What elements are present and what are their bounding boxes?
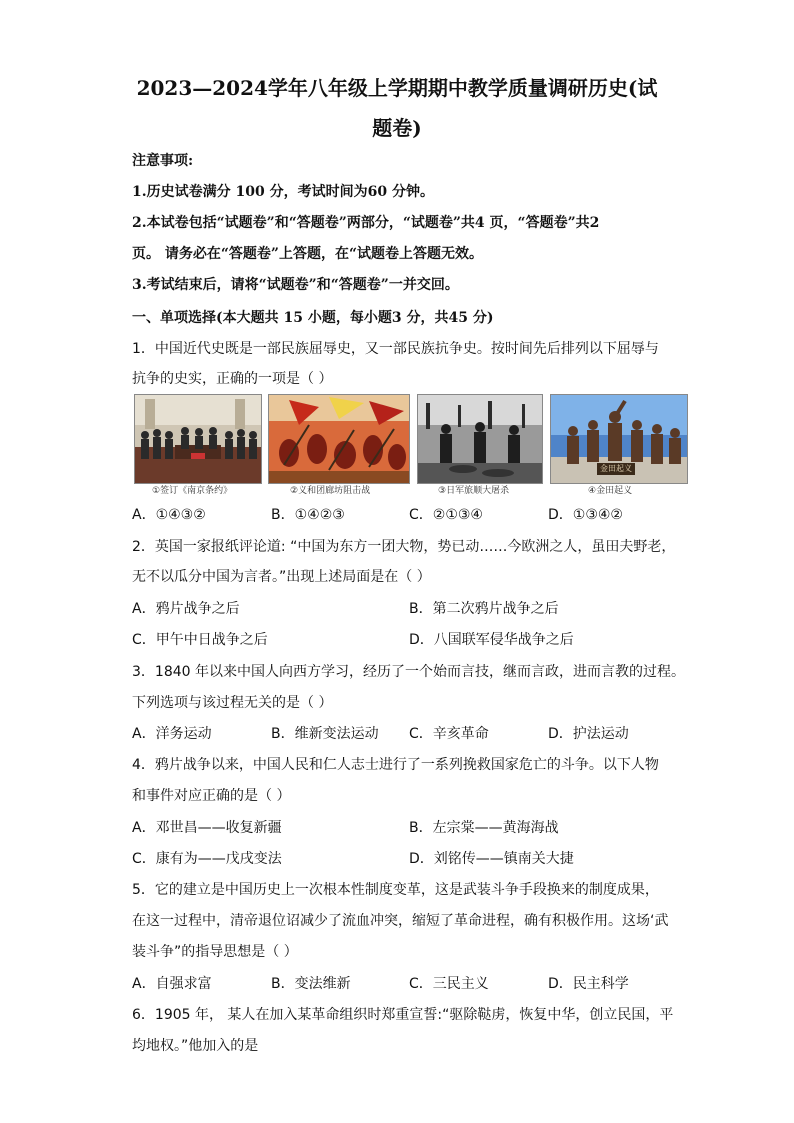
statue-sign-text: 金田起义 bbox=[600, 464, 632, 473]
q6-line2: 均地权。”他加入的是 bbox=[132, 1038, 259, 1054]
boxer-battle-image bbox=[268, 394, 410, 484]
q4-option-c[interactable]: C．康有为——戊戌变法 bbox=[132, 851, 282, 867]
q3-option-c[interactable]: C．辛亥革命 bbox=[409, 726, 489, 742]
q4-line1: 4．鸦片战争以来，中国人民和仁人志士进行了一系列挽救国家危亡的斗争。以下人物 bbox=[132, 757, 659, 773]
q2-option-b[interactable]: B．第二次鸦片战争之后 bbox=[409, 601, 559, 617]
q1-option-b[interactable]: B．①④②③ bbox=[271, 507, 345, 523]
jintian-statue-image bbox=[550, 394, 688, 484]
q5-line3: 装斗争”的指导思想是（ ） bbox=[132, 944, 298, 960]
exam-title-line1: 2023—2024学年八年级上学期期中教学质量调研历史(试 bbox=[136, 76, 658, 100]
section-heading: 一、单项选择(本大题共 15 小题，每小题3 分，共45 分) bbox=[132, 310, 494, 326]
q1-option-c[interactable]: C．②①③④ bbox=[409, 507, 483, 523]
massacre-photo-image bbox=[417, 394, 543, 484]
treaty-signing-image bbox=[134, 394, 262, 484]
q3-line2: 下列选项与该过程无关的是（ ） bbox=[132, 695, 333, 711]
q2-line2: 无不以瓜分中国为言者。”出现上述局面是在（ ） bbox=[132, 569, 431, 585]
q3-option-b[interactable]: B．维新变法运动 bbox=[271, 726, 379, 742]
q5-option-c[interactable]: C．三民主义 bbox=[409, 976, 489, 992]
notice-heading: 注意事项: bbox=[132, 153, 194, 169]
q5-option-d[interactable]: D．民主科学 bbox=[548, 976, 629, 992]
q4-option-b[interactable]: B．左宗棠——黄海海战 bbox=[409, 820, 559, 836]
q5-line1: 5．它的建立是中国历史上一次根本性制度变革，这是武装斗争手段换来的制度成果， bbox=[132, 882, 659, 898]
image-caption-3: ③日军旅顺大屠杀 bbox=[438, 486, 510, 496]
notice-item-2: 2.本试卷包括“试题卷”和“答题卷”两部分，“试题卷”共4 页，“答题卷”共2 bbox=[132, 215, 600, 231]
q3-option-d[interactable]: D．护法运动 bbox=[548, 726, 629, 742]
q4-option-a[interactable]: A．邓世昌——收复新疆 bbox=[132, 820, 282, 836]
q2-line1: 2．英国一家报纸评论道: “中国为东方一团大物，势已动……今欧洲之人，虽田夫野老， bbox=[132, 539, 676, 555]
q2-option-d[interactable]: D．八国联军侵华战争之后 bbox=[409, 632, 574, 648]
q1-line2: 抗争的史实，正确的一项是（ ） bbox=[132, 371, 333, 387]
q5-option-a[interactable]: A．自强求富 bbox=[132, 976, 212, 992]
image-caption-4: ④金田起义 bbox=[588, 486, 633, 496]
q3-line1: 3．1840 年以来中国人向西方学习，经历了一个始而言技，继而言政，进而言教的过程。 bbox=[132, 664, 685, 680]
q5-option-b[interactable]: B．变法维新 bbox=[271, 976, 351, 992]
notice-item-1: 1.历史试卷满分 100 分，考试时间为60 分钟。 bbox=[132, 184, 434, 200]
q5-line2: 在这一过程中，清帝退位诏减少了流血冲突，缩短了革命进程，确有积极作用。这场‘武 bbox=[132, 913, 669, 929]
notice-item-3: 3.考试结束后，请将“试题卷”和“答题卷”一并交回。 bbox=[132, 277, 459, 293]
notice-item-2-cont: 页。 请务必在“答题卷”上答题，在“试题卷上答题无效。 bbox=[132, 246, 484, 262]
q1-option-d[interactable]: D．①③④② bbox=[548, 507, 623, 523]
q4-option-d[interactable]: D．刘铭传——镇南关大捷 bbox=[409, 851, 574, 867]
exam-title-line2: 题卷) bbox=[372, 116, 422, 140]
image-caption-2: ②义和团廊坊阻击战 bbox=[290, 486, 371, 496]
q2-option-c[interactable]: C．甲午中日战争之后 bbox=[132, 632, 268, 648]
q2-option-a[interactable]: A．鸦片战争之后 bbox=[132, 601, 240, 617]
q3-option-a[interactable]: A．洋务运动 bbox=[132, 726, 212, 742]
image-caption-1: ①签订《南京条约》 bbox=[152, 486, 233, 496]
q1-line1: 1．中国近代史既是一部民族屈辱史，又一部民族抗争史。按时间先后排列以下屈辱与 bbox=[132, 341, 659, 357]
q6-line1: 6．1905 年， 某人在加入某革命组织时郑重宣誓:“驱除鞑虏，恢复中华，创立民国，平 bbox=[132, 1007, 674, 1023]
q1-option-a[interactable]: A．①④③② bbox=[132, 507, 206, 523]
q4-line2: 和事件对应正确的是（ ） bbox=[132, 788, 291, 804]
